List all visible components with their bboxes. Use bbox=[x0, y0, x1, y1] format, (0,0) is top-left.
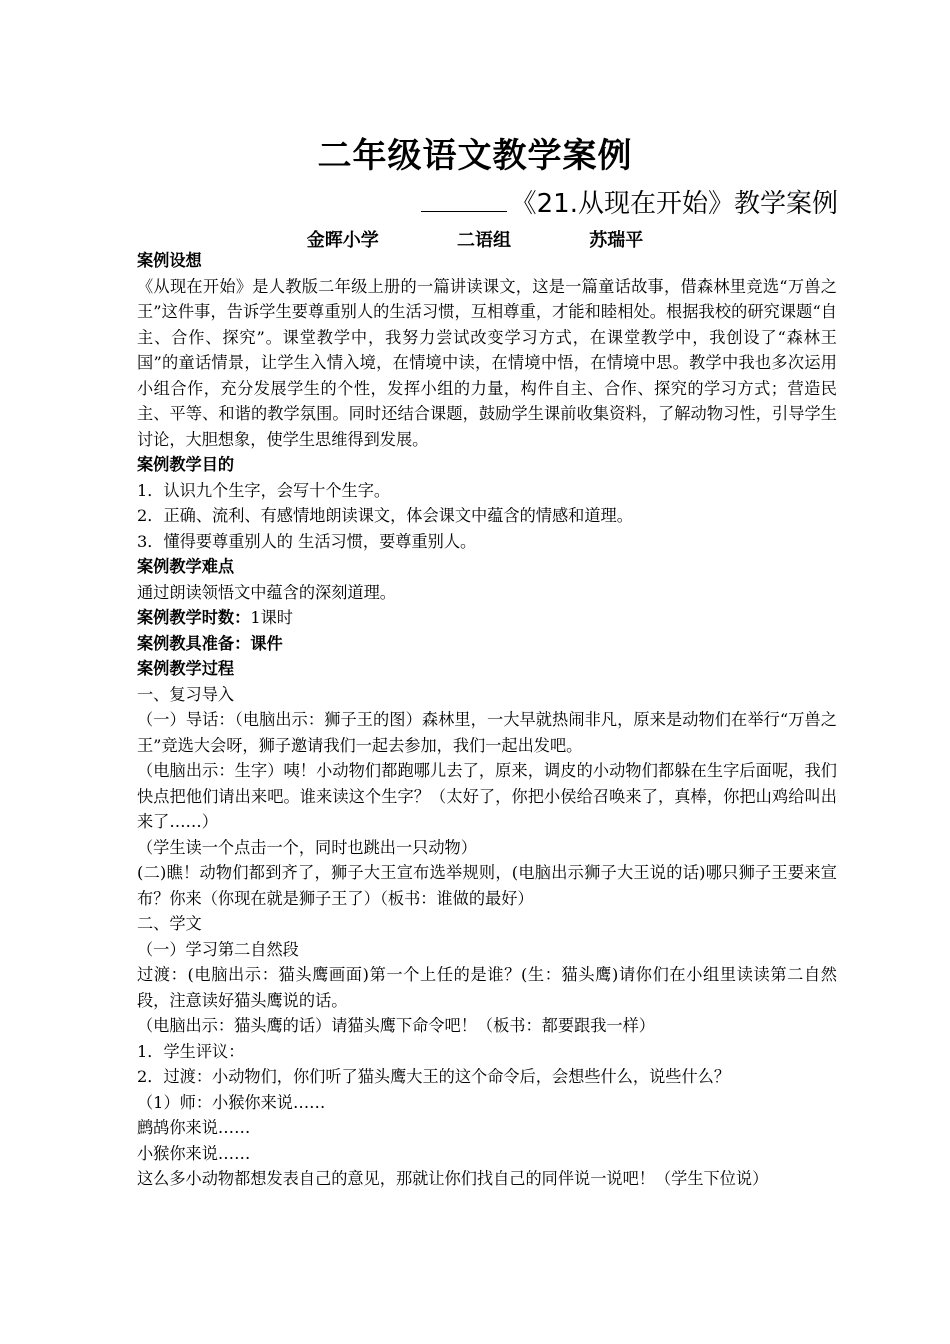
process-step: 一、复习导入 bbox=[137, 684, 235, 704]
process-paragraph: （电脑出示：生字）咦！小动物们都跑哪儿去了，原来，调皮的小动物们都躲在生字后面呢，我们快点把他们请出来吧。谁来读这个生字？（太好了，你把小侯给召唤来了，真棒，你把山鸡给叫出来了……） bbox=[137, 761, 837, 831]
section-heading-goals: 案例教学目的 bbox=[137, 455, 235, 474]
goal-item: 1．认识九个生字，会写十个生字。 bbox=[137, 480, 391, 500]
process-paragraph: 过渡：(电脑出示：猫头鹰画面)第一个上任的是谁？(生：猫头鹰)请你们在小组里读读第二自然段，注意读好猫头鹰说的话。 bbox=[137, 965, 837, 1010]
author-name: 苏瑞平 bbox=[589, 230, 644, 251]
process-paragraph: 1．学生评议： bbox=[137, 1041, 245, 1061]
paragraph-difficulty: 通过朗读领悟文中蕴含的深刻道理。 bbox=[137, 582, 396, 602]
blank-underline bbox=[421, 189, 507, 212]
process-paragraph: （电脑出示：猫头鹰的话）请猫头鹰下命令吧！（板书：都要跟我一样） bbox=[137, 1016, 655, 1035]
process-paragraph: （1）师：小猴你来说…… bbox=[137, 1092, 326, 1112]
author-school: 金晖小学 bbox=[306, 230, 379, 251]
document-subtitle bbox=[421, 183, 838, 220]
document-body bbox=[137, 248, 837, 1192]
process-paragraph: 鹧鸪你来说…… bbox=[137, 1118, 251, 1137]
process-paragraph: 这么多小动物都想发表自己的意见，那就让你们找自己的同伴说一说吧！（学生下位说） bbox=[137, 1169, 769, 1188]
process-paragraph: (二)瞧！动物们都到齐了，狮子大王宣布选举规则，(电脑出示狮子大王说的话)哪只狮子王要来宣布？你来（你现在就是狮子王了）（板书：谁做的最好） bbox=[137, 863, 837, 908]
goal-item: 3．懂得要尊重别人的 生活习惯，要尊重别人。 bbox=[137, 531, 477, 551]
process-step: 二、学文 bbox=[137, 914, 202, 933]
process-substep: （一）学习第二自然段 bbox=[137, 939, 299, 959]
teaching-time-value: 1课时 bbox=[250, 608, 293, 627]
process-paragraph: 2．过渡：小动物们，你们听了猫头鹰大王的这个命令后，会想些什么，说些什么？ bbox=[137, 1067, 731, 1086]
teaching-time-label: 案例教学时数： bbox=[137, 608, 251, 627]
subtitle-text: 《21.从现在开始》教学案例 bbox=[510, 189, 838, 219]
author-group: 二语组 bbox=[457, 230, 511, 251]
section-heading-difficulty: 案例教学难点 bbox=[137, 557, 235, 576]
section-heading-process: 案例教学过程 bbox=[137, 659, 235, 678]
section-heading-idea: 案例设想 bbox=[137, 251, 202, 270]
teaching-time-line bbox=[137, 605, 837, 631]
process-paragraph: 小猴你来说…… bbox=[137, 1143, 251, 1163]
teaching-tools-line: 案例教具准备：课件 bbox=[137, 633, 283, 653]
process-paragraph: （一）导话：（电脑出示：狮子王的图）森林里，一大早就热闹非凡，原来是动物们在举行“万兽之王”竞选大会呀，狮子邀请我们一起去参加，我们一起出发吧。 bbox=[137, 710, 837, 755]
document-title: 二年级语文教学案例 bbox=[317, 136, 633, 176]
paragraph-idea: 《从现在开始》是人教版二年级上册的一篇讲读课文，这是一篇童话故事，借森林里竞选“万兽之王”这件事，告诉学生要尊重别人的生活习惯，互相尊重，才能和睦相处。根据我校的研究课题“自主、合作、探究”。课堂教学中，我努力尝试改变学习方式，在课堂教学中，我创设了“森林王国”的童话情景，让学生入情入境，在情境中读，在情境中悟，在情境中思。教学中我也多次运用小组合作，充分发展学生的个性，发挥小组的力量，构件自主、合作、探究的学习方式；营造民主、平等、和谐的教学氛围。同时还结合课题，鼓励学生课前收集资料，了解动物习性，引导学生讨论，大胆想象，使学生思维得到发展。 bbox=[137, 276, 837, 449]
goal-item: 2．正确、流利、有感情地朗读课文，体会课文中蕴含的情感和道理。 bbox=[137, 506, 633, 525]
process-paragraph: （学生读一个点击一个，同时也跳出一只动物） bbox=[137, 837, 477, 857]
